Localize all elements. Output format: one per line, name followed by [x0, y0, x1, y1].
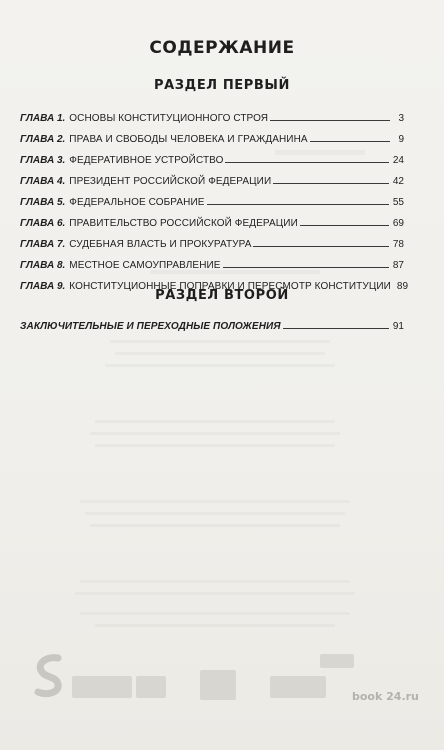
chapter-page-number: 24: [392, 155, 404, 166]
chapter-page-number: 69: [392, 218, 404, 229]
logo-badge: [200, 670, 236, 700]
chapter-title: ПРАВА И СВОБОДЫ ЧЕЛОВЕКА И ГРАЖДАНИНА: [69, 134, 308, 145]
table-of-contents: [20, 103, 409, 292]
chapter-title: СУДЕБНАЯ ВЛАСТЬ И ПРОКУРАТУРА: [69, 239, 252, 250]
corner-badge: [320, 654, 354, 668]
chapter-title: КОНСТИТУЦИОННЫЕ ПОПРАВКИ И ПЕРЕСМОТР КОНСТИТУЦИИ: [69, 281, 391, 292]
stamp-badge: [270, 676, 326, 698]
chapter-title: ОСНОВЫ КОНСТИТУЦИОННОГО СТРОЯ: [69, 113, 269, 124]
chapter-title: ФЕДЕРАЛЬНОЕ СОБРАНИЕ: [69, 197, 205, 208]
toc-row[interactable]: [20, 166, 404, 187]
leader-line: [207, 203, 389, 205]
section-heading-first: РАЗДЕЛ ПЕРВЫЙ: [154, 78, 290, 93]
chapter-number: ГЛАВА 3.: [20, 155, 66, 166]
label-badge: [136, 676, 166, 698]
toc-row[interactable]: [20, 124, 404, 145]
chapter-number: ГЛАВА 4.: [20, 176, 66, 187]
chapter-page-number: 9: [398, 134, 404, 145]
show-through-block: [105, 364, 335, 367]
chapter-title: ФЕДЕРАТИВНОЕ УСТРОЙСТВО: [69, 155, 224, 166]
leader-line: [223, 266, 389, 268]
leader-line: [283, 327, 389, 329]
toc-row[interactable]: [20, 145, 404, 166]
chapter-page-number: 87: [392, 260, 404, 271]
show-through-block: [80, 580, 350, 583]
barcode-badge: [72, 676, 132, 698]
toc-row[interactable]: [20, 208, 404, 229]
leader-line: [300, 224, 389, 226]
s-logo-icon: [32, 652, 66, 698]
leader-line: [310, 140, 390, 142]
final-provisions-entry[interactable]: [20, 311, 404, 332]
toc-row[interactable]: [20, 103, 404, 124]
section-heading-second: РАЗДЕЛ ВТОРОЙ: [155, 288, 289, 303]
chapter-number: ГЛАВА 2.: [20, 134, 66, 145]
toc-row[interactable]: [20, 229, 404, 250]
chapter-page-number: 55: [392, 197, 404, 208]
toc-row[interactable]: [20, 187, 404, 208]
chapter-number: ГЛАВА 1.: [20, 113, 66, 124]
leader-line: [273, 182, 389, 184]
chapter-number: ГЛАВА 6.: [20, 218, 66, 229]
show-through-block: [85, 512, 345, 515]
site-url: book 24.ru: [352, 690, 419, 703]
show-through-block: [95, 444, 335, 447]
show-through-block: [90, 524, 340, 527]
show-through-block: [80, 500, 350, 503]
chapter-title: ПРЕЗИДЕНТ РОССИЙСКОЙ ФЕДЕРАЦИИ: [69, 176, 272, 187]
final-provisions-page: 91: [392, 321, 404, 332]
chapter-page-number: 89: [396, 281, 409, 292]
show-through-block: [110, 340, 330, 343]
chapter-number: ГЛАВА 7.: [20, 239, 66, 250]
leader-line: [253, 245, 388, 247]
show-through-block: [95, 624, 335, 627]
show-through-block: [90, 432, 340, 435]
leader-line: [270, 119, 390, 121]
chapter-page-number: 78: [392, 239, 404, 250]
chapter-title: МЕСТНОЕ САМОУПРАВЛЕНИЕ: [69, 260, 221, 271]
chapter-number: ГЛАВА 8.: [20, 260, 66, 271]
chapter-number: ГЛАВА 9.: [20, 281, 66, 292]
toc-row[interactable]: [20, 250, 404, 271]
chapter-page-number: 42: [392, 176, 404, 187]
leader-line: [225, 161, 388, 163]
final-provisions-title: ЗАКЛЮЧИТЕЛЬНЫЕ И ПЕРЕХОДНЫЕ ПОЛОЖЕНИЯ: [20, 321, 281, 332]
show-through-block: [80, 612, 350, 615]
show-through-block: [75, 592, 355, 595]
chapter-number: ГЛАВА 5.: [20, 197, 66, 208]
show-through-block: [115, 352, 325, 355]
page-title: СОДЕРЖАНИЕ: [149, 38, 295, 58]
chapter-title: ПРАВИТЕЛЬСТВО РОССИЙСКОЙ ФЕДЕРАЦИИ: [69, 218, 298, 229]
chapter-page-number: 3: [398, 113, 404, 124]
show-through-block: [95, 420, 335, 423]
